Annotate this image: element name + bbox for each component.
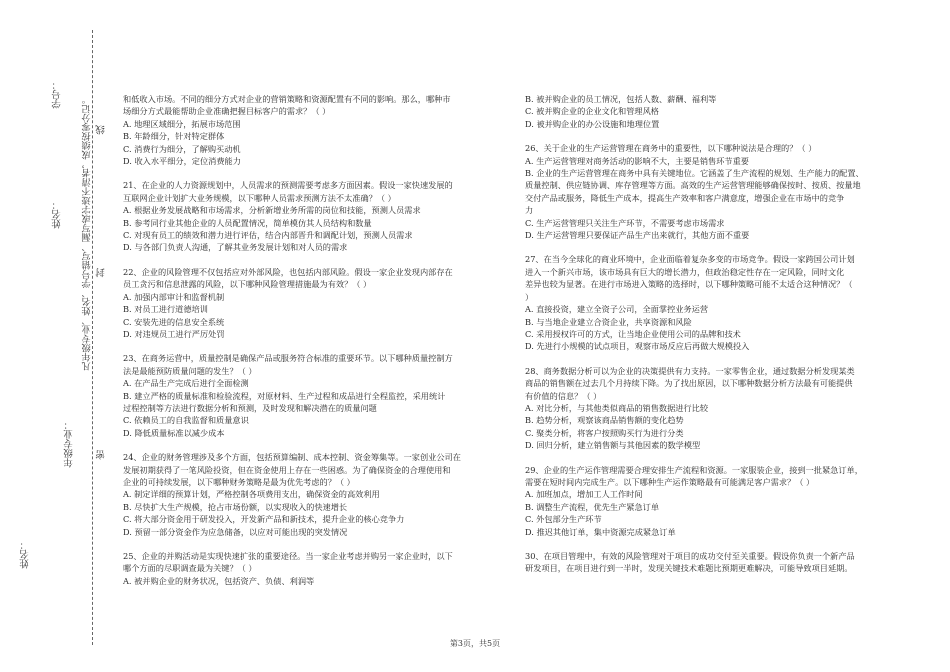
question-text: 26、关于企业的生产运营管理在商务中的重要性，以下哪种说法是合理的？（ ） — [525, 143, 817, 154]
answer-option: 过程控制等方法进行数据分析和预测，及时发现和解决潜在的质量问题 — [123, 402, 377, 413]
answer-option: B. 尽快扩大生产规模，抢占市场份额，以实现收入的快速增长 — [123, 501, 348, 512]
answer-option: A. 加强内部审计和监督机制 — [123, 291, 225, 302]
binding-dashed-line — [92, 30, 93, 645]
answer-option: A. 生产运营管理对商务活动的影响不大，主要是销售环节重要 — [525, 155, 749, 166]
answer-option: D. 预留一部分资金作为应急储备，以应对可能出现的突发情况 — [123, 526, 348, 537]
question-text: 21、在企业的人力资源规划中，人员需求的预测需要考虑多方面因素。假设一家快速发展的 — [123, 180, 453, 191]
answer-option: B. 调整生产流程，优先生产紧急订单 — [525, 501, 660, 512]
question-spacer — [123, 254, 475, 266]
question-text: 24、企业的财务管理涉及多个方面，包括预算编制、成本控制、资金筹集等。一家创业公司在 — [123, 452, 461, 463]
question-text: 需要在短时间内完成生产。以下哪种生产运作策略最有可能满足客户需求？（ ） — [525, 476, 815, 487]
question-spacer — [525, 241, 877, 253]
answer-option: C. 外包部分生产环节 — [525, 514, 602, 525]
question-text: ） — [525, 291, 534, 302]
answer-option: B. 企业的生产运营管理在商务中具有关键地位。它涵盖了生产流程的规划、生产能力的配置、 — [525, 168, 864, 179]
question-block — [525, 253, 877, 352]
question-text: 差异也较为显著。在进行市场进入策略的选择时，以下哪种策略可能不太适合这种情况？（ — [525, 279, 853, 290]
answer-option: D. 生产运营管理只要保证产品生产出来就行，其他方面不重要 — [525, 230, 750, 241]
question-spacer — [123, 538, 475, 550]
answer-option: 质量控制、供应链协调、库存管理等方面。高效的生产运营管理能够确保按时、按质、按量地 — [525, 180, 861, 191]
question-text: 和低收入市场。不同的细分方式对企业的营销策略和资源配置有不同的影响。那么，哪种市 — [123, 94, 451, 104]
answer-option: 力 — [525, 205, 534, 216]
seal-mark-xian: 线 — [96, 125, 107, 135]
question-spacer — [525, 538, 877, 550]
answer-option: A. 加班加点，增加工人工作时间 — [525, 489, 643, 500]
answer-option: D. 与各部门负责人沟通，了解其业务发展计划和对人员的需求 — [123, 242, 348, 253]
question-block — [525, 464, 877, 538]
answer-option: 交付产品或服务，降低生产成本，提高生产效率和客户满意度，增强企业在市场中的竞争 — [525, 192, 845, 203]
question-block — [525, 142, 877, 241]
question-text: 30、在项目管理中，有效的风险管理对于项目的成功交付至关重要。假设你负责一个新产品 — [525, 551, 855, 561]
answer-option: B. 参考同行业其他企业的人员配置情况，简单模仿其人员结构和数量 — [123, 217, 372, 228]
question-text: 商品的销售额在过去几个月持续下降。为了找出原因，以下哪种数据分析方法最有可能提供 — [525, 378, 853, 389]
question-block — [525, 550, 877, 575]
question-block — [123, 550, 475, 587]
answer-option: D. 对违规员工进行严厉处罚 — [123, 328, 225, 339]
answer-option: A. 根据业务发展战略和市场需求，分析新增业务所需的岗位和技能，预测人员需求 — [123, 205, 421, 216]
answer-option: D. 降低质量标准以减少成本 — [123, 427, 225, 438]
question-text: 场细分方式最能帮助企业准确把握目标客户的需求？（ ） — [123, 106, 331, 117]
question-spacer — [525, 353, 877, 365]
question-text: 23、在商务运营中，质量控制是确保产品或服务符合标准的重要环节。以下哪种质量控制方 — [123, 353, 453, 364]
answer-option: A. 制定详细的预算计划，严格控制各项费用支出，确保资金的高效利用 — [123, 489, 380, 500]
answer-option: C. 对现有员工的绩效和潜力进行评估，结合内部晋升和调配计划，预测人员需求 — [123, 230, 413, 241]
answer-option: C. 将大部分资金用于研发投入，开发新产品和新技术，提升企业的核心竞争力 — [123, 514, 405, 525]
answer-option: D. 回归分析，建立销售额与其他因素的数学模型 — [525, 440, 701, 451]
answer-option: A. 对比分析，与其他类似商品的销售数据进行比较 — [525, 402, 709, 413]
answer-option: A. 被并购企业的财务状况，包括资产、负债、利润等 — [123, 575, 315, 586]
question-text: 28、商务数据分析可以为企业的决策提供有力支持。一家零售企业，通过数据分析发现某类 — [525, 365, 855, 376]
question-text: 进入一个新兴市场，该市场具有巨大的增长潜力，但政治稳定性存在一定风险，同时文化 — [525, 266, 845, 277]
name-label: 姓名： — [52, 200, 63, 229]
question-spacer — [123, 439, 475, 451]
answer-option: B. 年龄细分，针对特定群体 — [123, 131, 225, 142]
answer-option: B. 对员工进行道德培训 — [123, 304, 208, 315]
question-spacer — [525, 130, 877, 142]
question-text: 研发项目，在项目进行到一半时，发现关键技术难题比预期更难解决，可能导致项目延期。 — [525, 563, 853, 574]
answer-option: B. 与当地企业建立合资企业，共享资源和风险 — [525, 316, 692, 327]
question-text: 发展初期获得了一笔风险投资，但在资金使用上存在一些困惑。为了确保资金的合理使用和 — [123, 464, 451, 475]
answer-option: D. 收入水平细分，定位消费能力 — [123, 156, 241, 167]
answer-option: B. 建立严格的质量标准和检验流程，对原材料、生产过程和成品进行全程监控，采用统计 — [123, 390, 446, 401]
seal-mark-mi: 密 — [96, 450, 107, 460]
answer-option: C. 生产运营管理只关注生产环节，不需要考虑市场需求 — [525, 217, 725, 228]
left-column — [123, 93, 475, 587]
question-text: 员工贪污和信息泄露的风险，以下哪种风险管理措施最为有效？（ ） — [123, 279, 372, 290]
answer-option: C. 依赖员工的自我监督和质量意识 — [123, 415, 249, 426]
grade-major-label: 年级专业： — [64, 420, 75, 468]
question-spacer — [123, 340, 475, 352]
right-column — [525, 93, 877, 575]
binding-margin — [0, 0, 110, 672]
question-block — [123, 352, 475, 439]
name-label-2: 姓名： — [20, 540, 31, 569]
question-block — [123, 266, 475, 340]
answer-option: D. 推迟其他订单，集中资源完成紧急订单 — [525, 526, 676, 537]
question-spacer — [123, 167, 475, 179]
question-text: 法是最能预防质量问题的发生？（ ） — [123, 365, 257, 376]
answer-option: A. 在产品生产完成后进行全面检测 — [123, 378, 249, 389]
question-block — [123, 179, 475, 253]
question-text: 企业的可持续发展，以下哪种财务策略是最为优先考虑的？（ ） — [123, 476, 355, 487]
page-number: 第3页，共5页 — [449, 639, 501, 648]
answer-option: B. 趋势分析，观察该商品销售额的变化趋势 — [525, 415, 684, 426]
answer-option: D. 被并购企业的办公设施和地理位置 — [525, 118, 660, 129]
question-text: 25、企业的并购活动是实现快速扩张的重要途径。当一家企业考虑并购另一家企业时，以下 — [123, 551, 453, 561]
answer-option: A. 直接投资，建立全资子公司，全面掌控业务运营 — [525, 304, 709, 315]
answer-option: C. 安装先进的信息安全系统 — [123, 316, 225, 327]
question-block — [525, 365, 877, 452]
answer-option: C. 被并购企业的企业文化和管理风格 — [525, 106, 659, 117]
answer-option: C. 聚类分析，将客户按照购买行为进行分类 — [525, 427, 684, 438]
student-id-label: 学号： — [52, 80, 63, 109]
answer-option: C. 采用授权许可的方式，让当地企业使用公司的品牌和技术 — [525, 328, 741, 339]
question-text: 哪个方面的尽职调查最为关键？（ ） — [123, 563, 257, 574]
question-text: 22、企业的风险管理不仅包括应对外部风险，也包括内部风险。假设一家企业发现内部存在 — [123, 266, 453, 277]
question-text: 有价值的信息？（ ） — [525, 390, 602, 401]
answer-option: D. 先进行小规模的试点项目，观察市场反应后再做大规模投入 — [525, 341, 750, 352]
answer-option: A. 地理区域细分，拓展市场范围 — [123, 118, 241, 129]
question-text: 互联网企业计划扩大业务规模，以下哪种人员需求预测方法不太准确？（ ） — [123, 192, 396, 203]
answer-option: B. 被并购企业的员工情况，包括人数、薪酬、福利等 — [525, 94, 717, 104]
answer-option: C. 消费行为细分，了解购买动机 — [123, 143, 241, 154]
continuation-block — [525, 93, 877, 130]
question-spacer — [525, 452, 877, 464]
seal-mark-feng: 封 — [96, 268, 107, 278]
intro-block — [123, 93, 475, 167]
question-block — [123, 451, 475, 538]
question-text: 29、企业的生产运作管理需要合理安排生产流程和资源。一家服装企业，接到一批紧急订单， — [525, 464, 863, 475]
question-text: 27、在当今全球化的商业环境中，企业面临着复杂多变的市场竞争。假设一家跨国公司计划 — [525, 254, 855, 265]
binding-notice: 凡年级专业、姓名、学号错写、漏写或字迹不清者，成绩按零分记。 — [82, 95, 93, 371]
